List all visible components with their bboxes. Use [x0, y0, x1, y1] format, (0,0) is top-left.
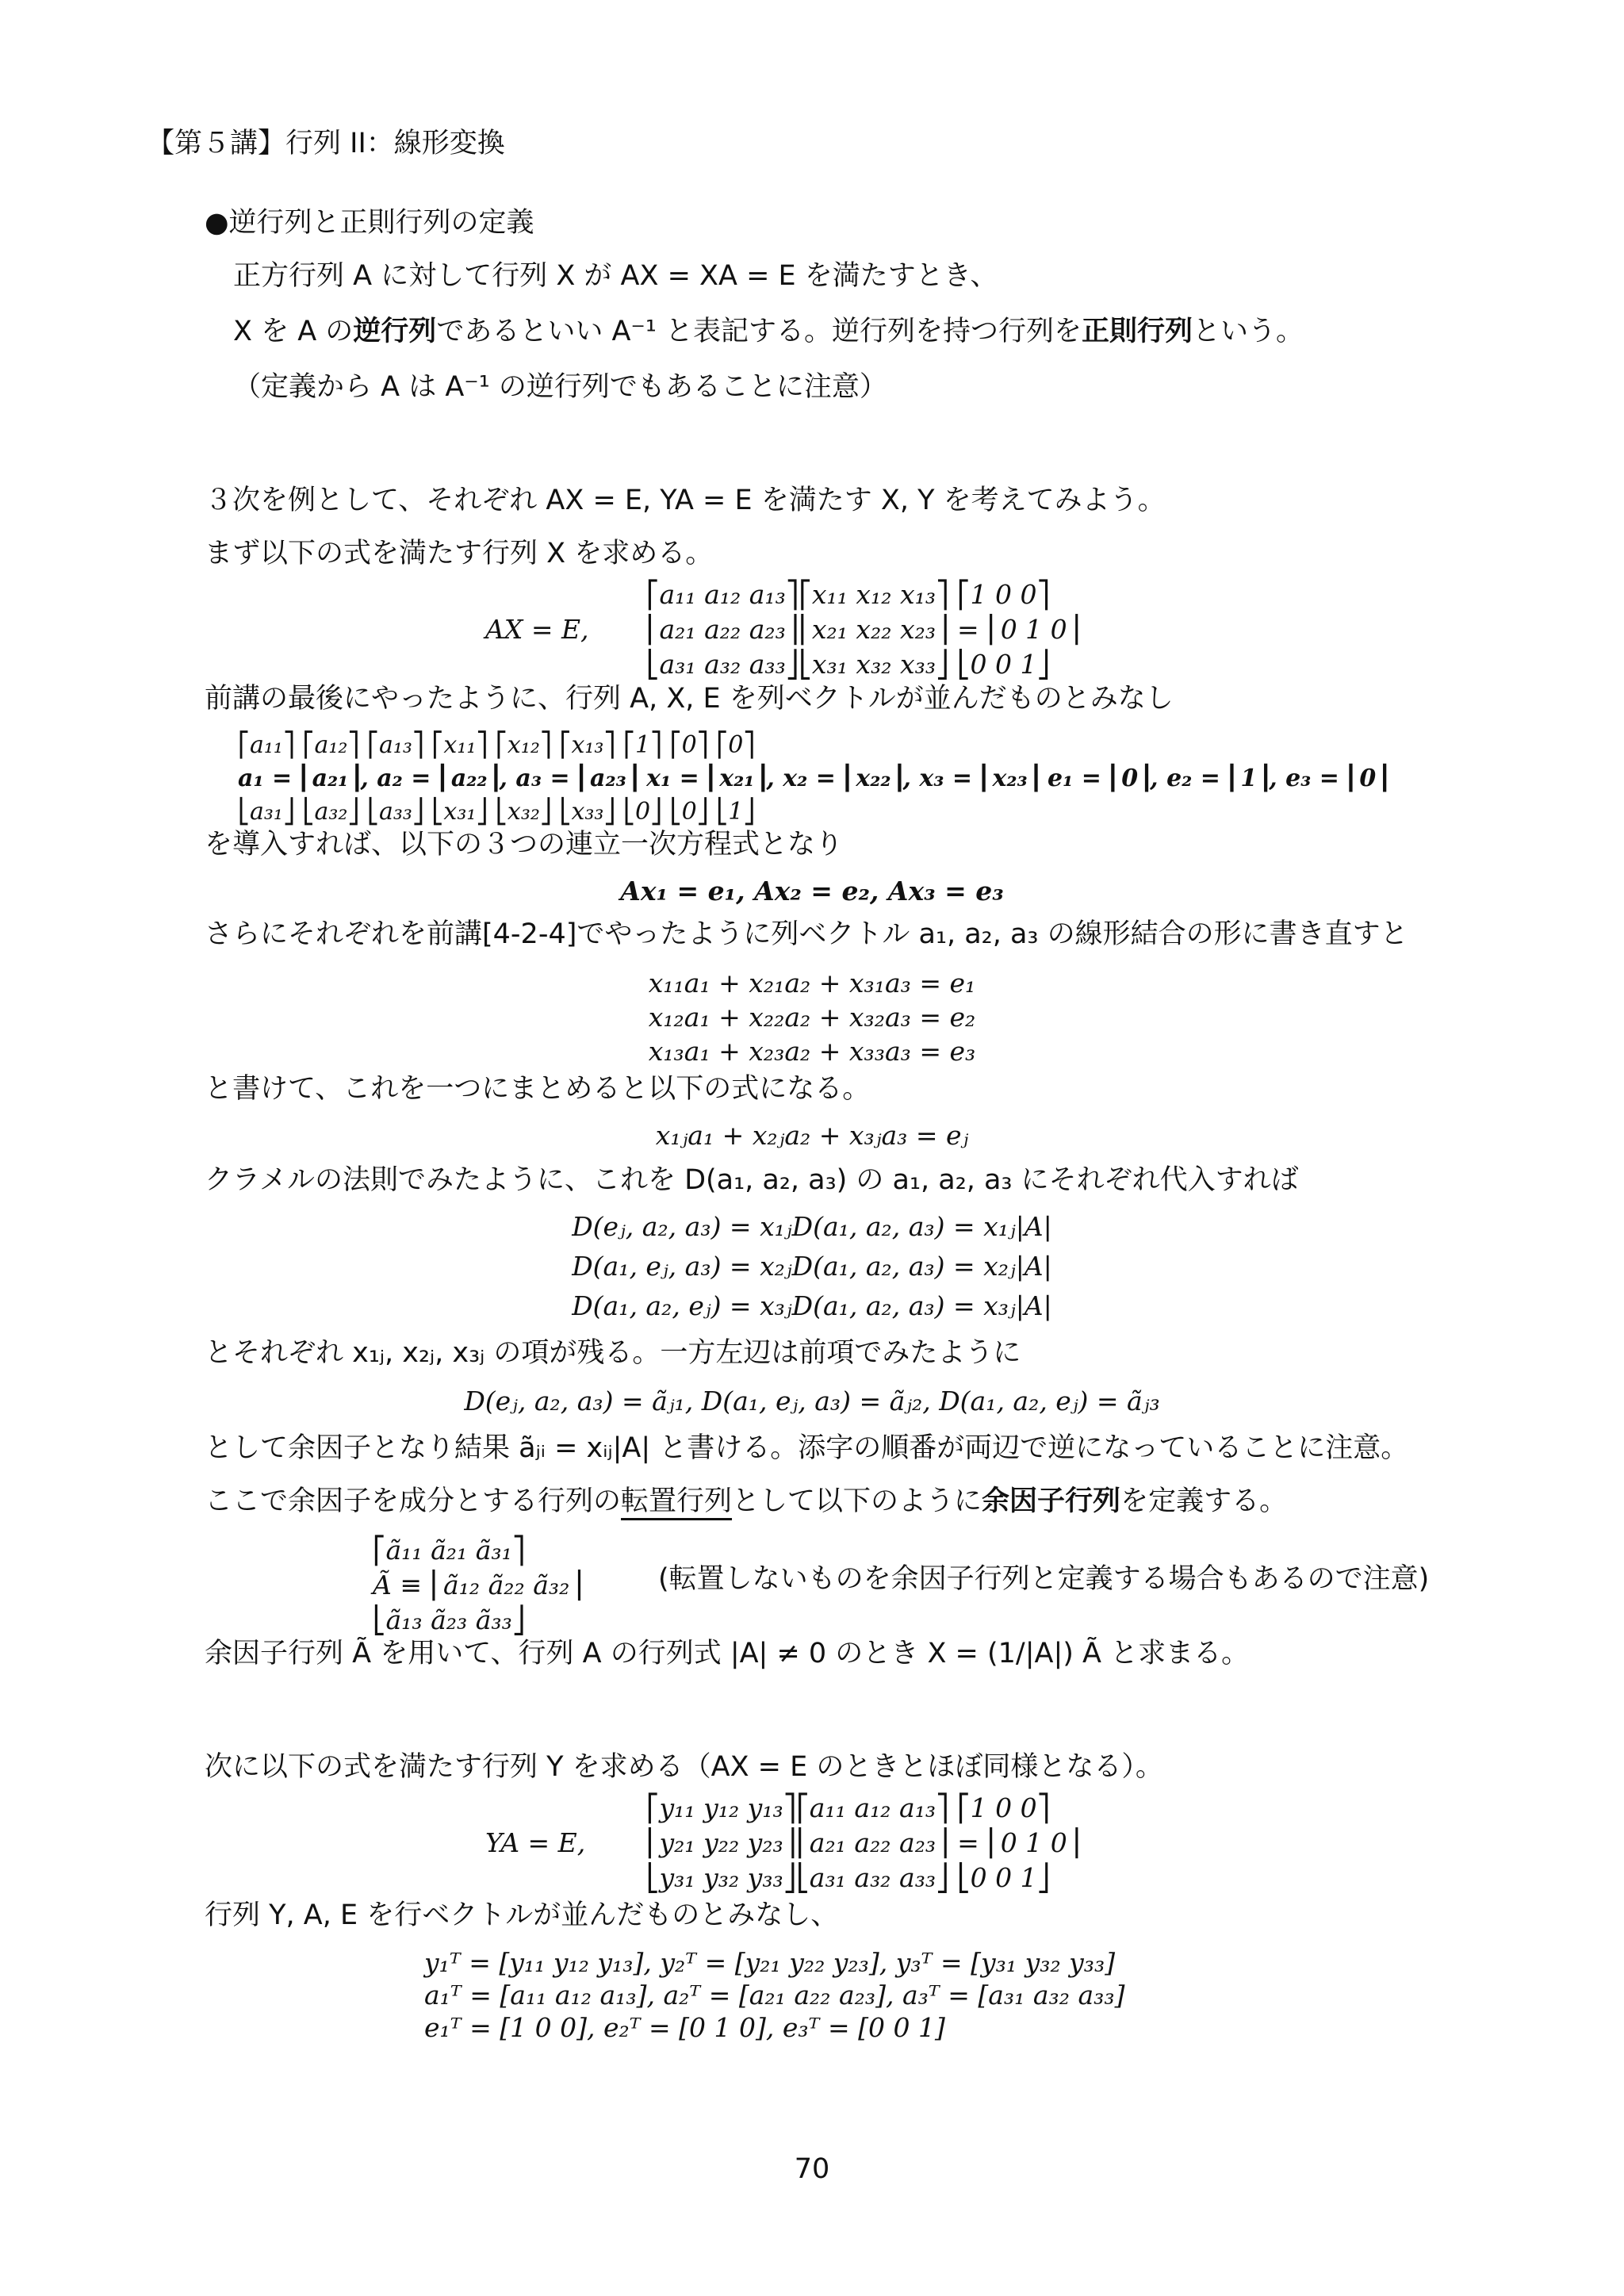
definition-text: X を A の	[233, 316, 354, 347]
term-transpose-matrix: 転置行列	[621, 1485, 733, 1517]
adjugate-matrix-row-1: ⎡ã₁₁ ã₂₁ ã₃₁⎤	[373, 1535, 526, 1566]
lecture-title: 【第５講】行列 II：線形変換	[147, 128, 505, 159]
linear-system-equation: Ax₁ = e₁, Ax₂ = e₂, Ax₃ = e₃	[620, 876, 1004, 907]
linear-combination-3: x₁₃a₁ + x₂₃a₂ + x₃₃a₃ = e₃	[648, 1036, 976, 1067]
adjugate-matrix-row-2: Ã ≡ ⎢ã₁₂ ã₂₂ ã₃₂⎥	[373, 1570, 583, 1600]
row-vector-line-2: a₁ᵀ = [a₁₁ a₁₂ a₁₃], a₂ᵀ = [a₂₁ a₂₂ a₂₃], a₃ᵀ = [a₃₁ a₃₂ a₃₃]	[424, 1980, 1125, 2010]
paragraph: クラメルの法則でみたように、これを D(a₁, a₂, a₃) の a₁, a₂, a₃ にそれぞれ代入すれば	[205, 1164, 1299, 1196]
linear-combination-1: x₁₁a₁ + x₂₁a₂ + x₃₁a₃ = e₁	[648, 968, 976, 999]
row-vector-line-1: y₁ᵀ = [y₁₁ y₁₂ y₁₃], y₂ᵀ = [y₂₁ y₂₂ y₂₃], y₃ᵀ = [y₃₁ y₃₂ y₃₃]	[424, 1947, 1116, 1978]
equation-ax-lhs: AX = E,	[485, 614, 589, 645]
linear-combination-2: x₁₂a₁ + x₂₂a₂ + x₃₂a₃ = e₂	[648, 1002, 976, 1033]
term-adjugate-matrix: 余因子行列	[982, 1485, 1121, 1517]
matrix-equation-row-1: ⎡a₁₁ a₁₂ a₁₃⎤⎡x₁₁ x₁₂ x₁₃⎤ ⎡1 0 0⎤	[646, 579, 1051, 610]
adjugate-note: (転置しないものを余因子行列と定義する場合もあるので注意)	[658, 1563, 1430, 1595]
matrix-equation-y-row-3: ⎣y₃₁ y₃₂ y₃₃⎦⎣a₃₁ a₃₂ a₃₃⎦ ⎣0 0 1⎦	[646, 1862, 1051, 1893]
page-number: 70	[794, 2153, 830, 2185]
linear-combination-j: x₁ⱼa₁ + x₂ⱼa₂ + x₃ⱼa₃ = eⱼ	[655, 1120, 969, 1151]
vector-definition-row-1: ⎡a₁₁⎤ ⎡a₁₂⎤ ⎡a₁₃⎤ ⎡x₁₁⎤ ⎡x₁₂⎤ ⎡x₁₃⎤ ⎡1⎤ ⎡0⎤ ⎡0⎤	[238, 731, 756, 759]
paragraph: 前講の最後にやったように、行列 A, X, E を列ベクトルが並んだものとみなし	[205, 683, 1174, 715]
paragraph-text: ここで余因子を成分とする行列の	[205, 1485, 622, 1517]
paragraph: として余因子となり結果 ãⱼᵢ = xᵢⱼ|A| と書ける。添字の順番が両辺で逆になっていることに注意。	[205, 1432, 1409, 1464]
definition-text: であるといい A⁻¹ と表記する。逆行列を持つ行列を	[436, 316, 1082, 347]
paragraph-text: を定義する。	[1120, 1485, 1288, 1517]
matrix-equation-y-row-2: ⎢y₂₁ y₂₂ y₂₃⎥⎢a₂₁ a₂₂ a₂₃⎥ = ⎢0 1 0⎥	[646, 1827, 1081, 1858]
paragraph-adjugate-definition	[205, 1483, 1287, 1520]
definition-line-2	[233, 313, 1304, 350]
paragraph: ３次を例として、それぞれ AX = E, YA = E を満たす X, Y を考えてみよう。	[205, 485, 1166, 516]
equation-ya-lhs: YA = E,	[485, 1827, 586, 1858]
matrix-equation-row-2: ⎢a₂₁ a₂₂ a₂₃⎥⎢x₂₁ x₂₂ x₂₃⎥ = ⎢0 1 0⎥	[646, 614, 1081, 645]
determinant-equation-2: D(a₁, eⱼ, a₃) = x₂ⱼD(a₁, a₂, a₃) = x₂ⱼ|A|	[572, 1251, 1052, 1282]
determinant-equation-1: D(eⱼ, a₂, a₃) = x₁ⱼD(a₁, a₂, a₃) = x₁ⱼ|A|	[572, 1211, 1052, 1242]
determinant-equation-3: D(a₁, a₂, eⱼ) = x₃ⱼD(a₁, a₂, a₃) = x₃ⱼ|A|	[572, 1290, 1052, 1321]
definition-line-3: （定義から A は A⁻¹ の逆行列でもあることに注意）	[233, 371, 887, 403]
cofactor-equations: D(eⱼ, a₂, a₃) = ãⱼ₁, D(a₁, eⱼ, a₃) = ãⱼ₂, D(a₁, a₂, eⱼ) = ãⱼ₃	[464, 1386, 1160, 1416]
term-inverse-matrix: 逆行列	[353, 316, 437, 347]
paragraph: まず以下の式を満たす行列 X を求める。	[205, 538, 714, 569]
paragraph: さらにそれぞれを前講[4-2-4]でやったように列ベクトル a₁, a₂, a₃ の線形結合の形に書き直すと	[205, 918, 1408, 950]
definition-line-1: 正方行列 A に対して行列 X が AX = XA = E を満たすとき、	[233, 260, 998, 292]
paragraph-text: として以下のように	[732, 1485, 982, 1517]
vector-definition-row-3: ⎣a₃₁⎦ ⎣a₃₂⎦ ⎣a₃₃⎦ ⎣x₃₁⎦ ⎣x₃₂⎦ ⎣x₃₃⎦ ⎣0⎦ ⎣0⎦ ⎣1⎦	[238, 798, 756, 826]
row-vector-line-3: e₁ᵀ = [1 0 0], e₂ᵀ = [0 1 0], e₃ᵀ = [0 0 1]	[424, 2012, 945, 2043]
paragraph: 行列 Y, A, E を行ベクトルが並んだものとみなし、	[205, 1899, 839, 1931]
paragraph: を導入すれば、以下の３つの連立一次方程式となり	[205, 829, 844, 861]
paragraph: と書けて、これを一つにまとめると以下の式になる。	[205, 1073, 871, 1105]
paragraph: とそれぞれ x₁ⱼ, x₂ⱼ, x₃ⱼ の項が残る。一方左辺は前項でみたように	[205, 1337, 1021, 1369]
adjugate-matrix-row-3: ⎣ã₁₃ ã₂₃ ã₃₃⎦	[373, 1604, 526, 1635]
definition-text: という。	[1193, 316, 1304, 347]
term-regular-matrix: 正則行列	[1082, 316, 1193, 347]
matrix-equation-y-row-1: ⎡y₁₁ y₁₂ y₁₃⎤⎡a₁₁ a₁₂ a₁₃⎤ ⎡1 0 0⎤	[646, 1792, 1051, 1823]
matrix-equation-row-3: ⎣a₃₁ a₃₂ a₃₃⎦⎣x₃₁ x₃₂ x₃₃⎦ ⎣0 0 1⎦	[646, 649, 1051, 680]
section-heading: ●逆行列と正則行列の定義	[205, 207, 534, 239]
paragraph: 次に以下の式を満たす行列 Y を求める（AX = E のときとほぼ同様となる）。	[205, 1751, 1163, 1783]
paragraph: 余因子行列 Ã を用いて、行列 A の行列式 |A| ≠ 0 のとき X = (1/|A|) Ã と求まる。	[205, 1638, 1250, 1669]
vector-definition-row-2: a₁ = ⎢a₂₁⎥, a₂ = ⎢a₂₂⎥, a₃ = ⎢a₂₃⎥ x₁ = ⎢x₂₁⎥, x₂ = ⎢x₂₂⎥, x₃ = ⎢x₂₃⎥ e₁ = ⎢0⎥, e₂ = ⎢1⎥, e₃ = ⎢0⎥	[238, 765, 1388, 792]
